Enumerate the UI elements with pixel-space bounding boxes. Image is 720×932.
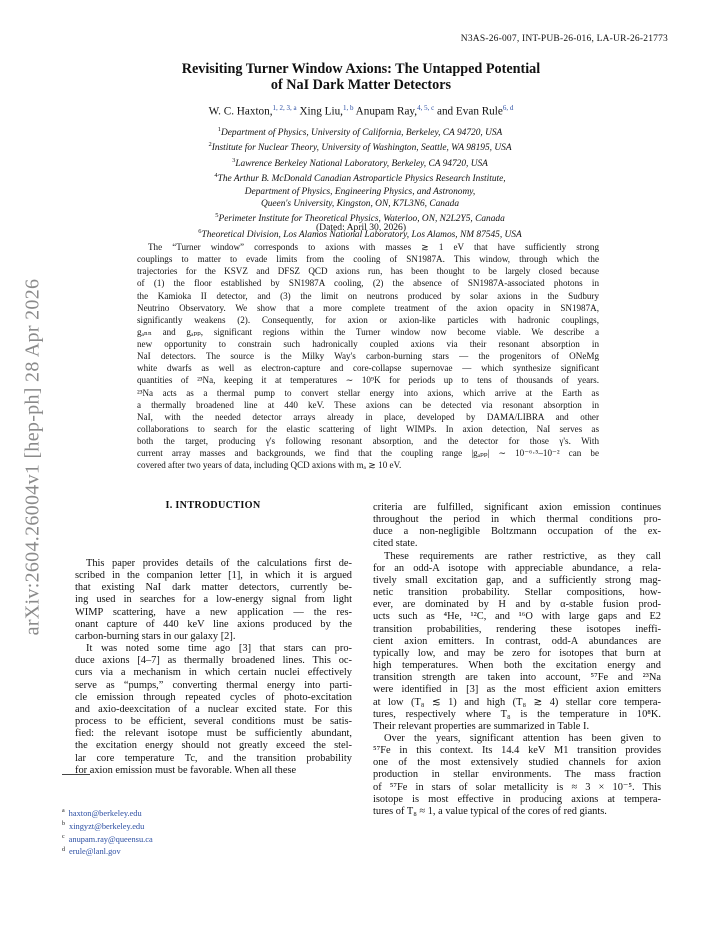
body-text-line: lar core temperature Tc, and the transition probability xyxy=(75,752,352,764)
body-text-line: that existing NaI dark matter detectors, currently be- xyxy=(75,582,352,594)
affiliation-number: 5 xyxy=(215,212,219,220)
footnote xyxy=(62,845,153,858)
body-text-line: were identified in [3] as the most efficient axion emitters xyxy=(373,684,661,696)
body-text-line: ⁵⁷Fe in this context. Its 14.4 keV M1 transition provides xyxy=(373,745,661,757)
affiliation-number: 4 xyxy=(214,172,218,180)
body-text-line: This paper provides details of the calculations first de- xyxy=(86,558,352,569)
left-column-text xyxy=(75,558,352,777)
body-text-line: high temperatures. When both the excitation energy and xyxy=(373,660,661,672)
body-text-line: serve as “pumps,” converting thermal energy into parti- xyxy=(75,679,352,691)
arxiv-stamp xyxy=(18,256,48,658)
body-text-line: fied: the relevant isotope must be sufficiently abundant, xyxy=(75,728,352,740)
right-column-text xyxy=(373,502,661,818)
affiliation-number: 1 xyxy=(217,126,221,133)
body-text-line: scribed in the companion letter [1], in which it is argued xyxy=(75,570,352,582)
abstract-line: current array masses and backgrounds, we find that the coupling range |gₐₚₚ| ∼ 10⁻⁶·⁵–10⁻² can be xyxy=(137,448,599,459)
affiliation-line xyxy=(100,170,620,185)
body-text-line: ucts such as ⁴He, ¹²C, and ¹⁶O with large gaps and E2 xyxy=(373,611,661,623)
affiliation-line xyxy=(100,186,620,198)
abstract-line: significantly weakens (2). Consequently, for axion or axion-like particles with hadronic couplings, xyxy=(137,314,599,325)
affiliation-text: Theoretical Division, Los Alamos National Laboratory, Los Alamos, NM 87545, USA xyxy=(201,229,522,240)
body-text-line: It was noted some time ago [3] that stars can pro- xyxy=(86,643,352,655)
body-text-line: production in stellar environments. The mass fraction xyxy=(373,769,661,781)
affiliation-number: 3 xyxy=(232,156,236,164)
body-text-line: ever, are dominated by H and by α-stable fusion prod- xyxy=(373,599,661,611)
body-text-line: the excitation energy should not greatly exceed the stel- xyxy=(75,740,352,752)
abstract-line: a thermally broadened line at 440 keV. These axions can be detected via resonant absorption in xyxy=(137,399,599,410)
footnote xyxy=(62,819,153,832)
author-liu: Xing Liu, xyxy=(299,105,343,118)
footnote-rule xyxy=(62,774,90,775)
body-text-line: Their relevant properties are summarized in Table I. xyxy=(373,720,590,732)
footnote-email-link[interactable]: xingyzt@berkeley.edu xyxy=(69,821,145,831)
abstract-line: collaborations to search for the elastic scattering of light WIMPs. In axion detection, NaI serves as xyxy=(137,423,599,434)
author-haxton-sup[interactable]: 1, 2, 3, a xyxy=(272,104,297,112)
body-text-line: netic transition probability. Stellar compositions, how- xyxy=(373,587,661,599)
abstract-line: Neutrino Observatory. We show that a more complete treatment of the axion opacity in SN1987A, xyxy=(137,302,599,313)
body-text-line: criteria are fulfilled, significant axion emission continues xyxy=(373,502,661,513)
abstract-line: both the target, producing γ's following resonant absorption, and the detector for those γ's. With xyxy=(137,436,599,446)
affiliation-text: Perimeter Institute for Theoretical Physics, Waterloo, ON, N2L2Y5, Canada xyxy=(218,214,505,225)
body-text-line: cle emission through repeated cycles of photo-excitation xyxy=(75,691,352,703)
body-text-line: for an odd-A isotope with appreciable abundance, a rela- xyxy=(373,562,661,574)
abstract-line: NaI detectors. The source is the Milky Way's carbon-burning stars — the progenitors of ONeMg xyxy=(137,351,599,362)
body-text-line: one of the most extensively studied channels for axion xyxy=(373,757,661,769)
author-ray-sup[interactable]: 4, 5, c xyxy=(417,104,435,112)
affiliation-text: Lawrence Berkeley National Laboratory, Berkeley, CA 94720, USA xyxy=(235,158,488,169)
body-text-line: WIMP scattering, have a new application — the res- xyxy=(75,606,352,618)
footnote-email-link[interactable]: haxton@berkeley.edu xyxy=(68,808,142,818)
title-line-1: Revisiting Turner Window Axions: The Untapped Potential xyxy=(181,61,541,77)
body-text-line: ing used in searches for a low-energy signal from light xyxy=(75,594,352,606)
affiliation-line xyxy=(100,198,620,210)
body-text-line: tively small excitation gap, and a sufficiently strong mag- xyxy=(373,574,661,586)
affiliation-text: Department of Physics, Engineering Physics, and Astronomy, xyxy=(244,186,476,197)
abstract-line: gₐₙₙ and gₐₚₚ, significant regions within the Turner window now become viable. We describe a xyxy=(137,326,599,337)
body-text-line: process to be efficient, several conditions must be satis- xyxy=(75,716,352,728)
author-rule-sup[interactable]: 6, d xyxy=(502,104,514,112)
abstract-line: The “Turner window” corresponds to axions with masses ≳ 1 eV that have sufficiently strong xyxy=(148,242,599,252)
arxiv-stamp-text: arXiv:2604.26004v1 [hep-ph] 28 Apr 2026 xyxy=(21,278,44,636)
footnote xyxy=(62,806,153,819)
body-text-line: tures of T₈ ≈ 1, a value typical of the cores of red giants. xyxy=(373,805,607,817)
footnote-mark: c xyxy=(62,833,65,840)
body-text-line: and axio-deexcitation of a nuclear excited state. For this xyxy=(75,703,352,715)
footnote-email-link[interactable]: anupam.ray@queensu.ca xyxy=(68,834,153,844)
author-liu-sup[interactable]: 1, b xyxy=(342,104,354,112)
body-text-line: transition strength are taken into account, ⁵⁷Fe and ²³Na xyxy=(373,672,661,684)
body-text-line: for axion emission must be favorable. When all these xyxy=(75,764,297,776)
dated-line: (Dated: April 30, 2026) xyxy=(315,222,407,233)
abstract-line: quantities of ²³Na, keeping it at temperatures ∼ 10⁹K for periods up to tens of thousands of years. xyxy=(137,375,599,386)
title-line-2: of NaI Dark Matter Detectors xyxy=(270,77,452,93)
abstract-line: couplings to matter to evade limits from the cooling of SN1987A. This window, through which the xyxy=(137,254,599,265)
body-text-line: duce axions [4–7] as thermally broadened lines. This oc- xyxy=(75,655,352,667)
body-text-line: carbon-burning stars in our galaxy [2]. xyxy=(75,630,236,642)
paper-title xyxy=(70,61,652,93)
affiliation-text: The Arthur B. McDonald Canadian Astroparticle Physics Research Institute, xyxy=(217,174,506,185)
author-rule: and Evan Rule xyxy=(436,105,503,118)
body-text-line: throughout the period in which thermal conditions pro- xyxy=(373,514,661,526)
body-text-line: cient axion emitters. In contrast, odd-A abundances are xyxy=(373,635,661,647)
footnote-mark: d xyxy=(62,846,65,853)
abstract-line: NaI, with the needed detector arrays already in place, developed by DAMA/LIBRA and other xyxy=(137,411,599,422)
body-text-line: typically low, and may be zero for isotopes that burn at xyxy=(373,647,661,659)
abstract-line: the Kamioka II detector, and (3) the limit on neutrons produced by solar axions in the Sudbury xyxy=(137,290,599,301)
affiliation-line xyxy=(100,155,620,170)
footnote-email-link[interactable]: erule@lanl.gov xyxy=(69,847,121,857)
affiliation-text: Queen's University, Kingston, ON, K7L3N6, Canada xyxy=(260,198,460,209)
affiliation-number: 6 xyxy=(198,227,202,235)
body-text-line: These requirements are rather restrictive, as they call xyxy=(384,550,661,562)
body-text-line: Over the years, significant attention has been given to xyxy=(384,732,661,744)
footnote xyxy=(62,832,153,845)
footnote-mark: a xyxy=(62,808,65,814)
footnotes xyxy=(62,806,153,858)
abstract-line: trajectories for the KSVZ and DFSZ QCD axions run, has been thought to be largely closed because xyxy=(137,266,599,277)
body-text-line: at low (T₈ ≲ 1) and high (T₈ ≳ 4) stellar core tempera- xyxy=(373,696,661,708)
section-heading-introduction: I. INTRODUCTION xyxy=(165,500,261,511)
footnote-mark: b xyxy=(62,820,65,827)
abstract-line: of (1) the floor established by SN1987A cooling, (2) the absence of SN1987A-associated photons in xyxy=(137,278,599,289)
body-text-line: cited state. xyxy=(373,538,418,550)
body-text-line: transition probabilities, rendering these isotopes ineffi- xyxy=(373,623,661,635)
affiliation-text: Institute for Nuclear Theory, University of Washington, Seattle, WA 98195, USA xyxy=(211,143,512,154)
abstract-line: white dwarfs as well as electron-capture and core-collapse supernovae — which synthesize significant xyxy=(137,363,599,374)
author-ray: Anupam Ray, xyxy=(355,105,418,118)
affiliation-text: Department of Physics, University of California, Berkeley, CA 94720, USA xyxy=(220,128,503,139)
abstract-line: covered after two years of data, including QCD axions with mₐ ≳ 10 eV. xyxy=(137,460,402,471)
abstract-line: new opportunity to constrain such hadronically coupled axions via their resonant absorption in xyxy=(137,339,599,349)
body-text-line: duce a non-negligible Boltzmann occupation of the ex- xyxy=(373,526,661,538)
affiliation-line xyxy=(100,124,620,139)
body-text-line: curs via a mechanism in which certain nuclei effectively xyxy=(75,667,352,679)
body-text-line: onant capture of 440 keV line axions produced by the xyxy=(75,618,352,630)
body-text-line: tures, respectively where T₈ is the temperature in 10⁸K. xyxy=(373,708,661,720)
report-numbers: N3AS-26-007, INT-PUB-26-016, LA-UR-26-21773 xyxy=(460,34,668,44)
affiliation-line xyxy=(100,139,620,154)
body-text-line: isotope is most effective in producing axions at tempera- xyxy=(373,793,661,805)
abstract-line: ²³Na acts as a thermal pump to convert stellar energy into axions, which arrive at the Earth as xyxy=(137,387,599,398)
author-list xyxy=(70,104,652,118)
body-text-line: of ⁵⁷Fe in stars of solar metallicity is ≈ 3 × 10⁻⁵. This xyxy=(373,781,661,793)
abstract xyxy=(137,241,599,471)
affiliation-number: 2 xyxy=(208,141,212,149)
author-haxton: W. C. Haxton, xyxy=(208,105,273,118)
